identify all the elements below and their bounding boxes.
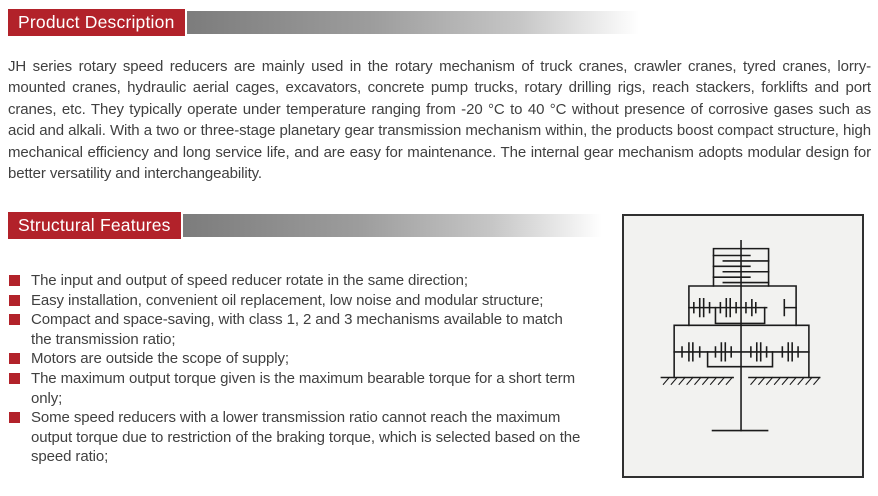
list-item	[9, 408, 587, 467]
square-bullet-icon	[9, 353, 20, 364]
feature-text: Compact and space-saving, with class 1, 2 and 3 mechanisms available to match the transmission ratio;	[31, 311, 563, 348]
feature-text: Some speed reducers with a lower transmission ratio cannot reach the maximum output torque due to restriction of the braking torque, which is selected based on the speed ratio;	[31, 409, 581, 466]
list-item	[9, 291, 587, 311]
stage1-carrier	[715, 308, 764, 324]
list-item	[9, 310, 587, 349]
stage1-gears	[689, 299, 796, 317]
list-item	[9, 271, 587, 291]
square-bullet-icon	[9, 314, 20, 325]
gradient-divider-bar	[187, 11, 852, 34]
product-description-paragraph: JH series rotary speed reducers are mainly used in the rotary mechanism of truck cranes, crawler cranes, tyred cranes, lorry-mounted cranes, hydraulic aerial cages, excavators, concrete pump trucks, rotary drilling rigs, reach stackers, forklifts and port cranes, etc. They typically operate under temperature ranging from -20 °C to 40 °C without presence of corrosive gases such as acid and alkali. With a two or three-stage planetary gear transmission mechanism within, the products boost compact structure, high mechanical efficiency and long service life, and are easy for maintenance. The internal gear mechanism adopts modular design for better versatility and interchangeability.	[8, 58, 871, 183]
stage1-housing	[689, 286, 796, 325]
structural-features-list	[9, 271, 587, 467]
square-bullet-icon	[9, 373, 20, 384]
feature-text: The input and output of speed reducer rotate in the same direction;	[31, 272, 468, 289]
list-item	[9, 349, 587, 369]
feature-text: Motors are outside the scope of supply;	[31, 350, 289, 368]
stage2-carrier	[708, 352, 773, 367]
product-description-header	[8, 9, 852, 36]
square-bullet-icon	[9, 412, 20, 423]
feature-text: The maximum output torque given is the maximum bearable torque for a short term only;	[31, 369, 576, 407]
structural-features-title: Structural Features	[8, 212, 181, 239]
feature-text: Easy installation, convenient oil replacement, low noise and modular structure;	[31, 291, 544, 309]
gear-schematic-panel	[622, 214, 864, 478]
list-item	[9, 369, 587, 408]
product-description-title: Product Description	[8, 9, 185, 36]
square-bullet-icon	[9, 275, 20, 286]
square-bullet-icon	[9, 295, 20, 306]
planetary-gear-kinematic-diagram	[624, 216, 862, 476]
